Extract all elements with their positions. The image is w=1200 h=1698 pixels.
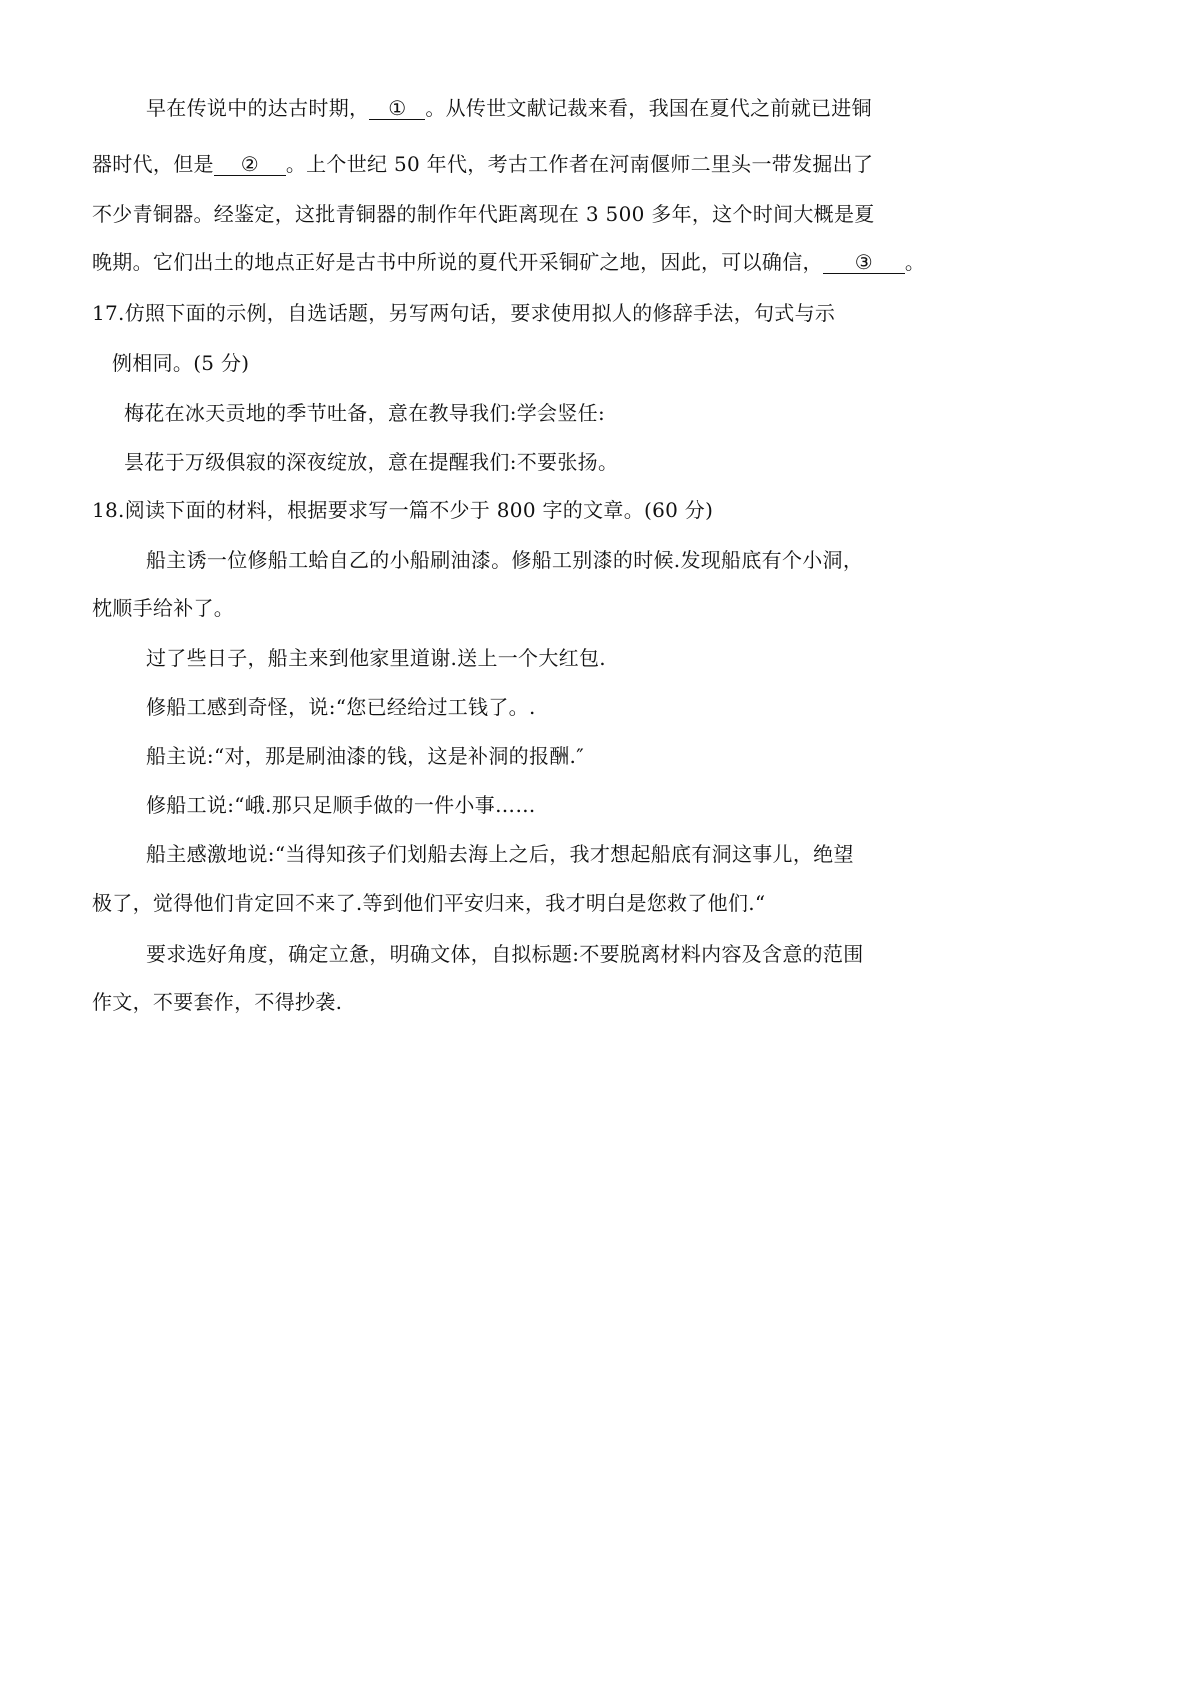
material-paragraph-4: 船主说:“对，那是刷油漆的钱，这是补洞的报酬.″ <box>146 744 584 768</box>
example-sentence-1: 梅花在冰天贡地的季节吐备，意在教导我们:学会竖任: <box>124 401 605 425</box>
passage-text: 。上个世纪 50 年代，考古工作者在河南偃师二里头一带发掘出了 <box>285 152 874 176</box>
question-17-prompt: 17.仿照下面的示例，自选话题，另写两句话，要求使用拟人的修辞手法，句式与示 <box>92 301 836 325</box>
material-paragraph-1-cont: 枕顺手给补了。 <box>92 596 235 620</box>
material-paragraph-6: 船主感激地说:“当得知孩子们划船去海上之后，我才想起船底有洞这事儿，绝望 <box>146 842 854 866</box>
passage-text: 器时代，但是 <box>92 152 214 176</box>
example-sentence-2: 昙花于万级俱寂的深夜绽放，意在提醒我们:不要张扬。 <box>124 450 619 474</box>
passage-text: 。 <box>904 250 926 274</box>
material-paragraph-6-cont: 极了，觉得他们肯定回不来了.等到他们平安归来，我才明白是您救了他们.“ <box>92 891 766 915</box>
passage-line-3: 不少青铜器。经鉴定，这批青铜器的制作年代距离现在 3 500 多年，这个时间大概是夏 <box>92 202 875 226</box>
passage-text: 。从传世文献记裁来看，我国在夏代之前就已进铜 <box>425 96 872 120</box>
question-18-prompt: 18.阅读下面的材料，根据要求写一篇不少于 800 字的文章。(60 分) <box>92 498 714 522</box>
blank-1: ① <box>369 97 425 120</box>
writing-requirements: 要求选好角度，确定立惫，明确文体，自拟标题:不要脱离材料内容及含意的范围 <box>146 942 864 966</box>
passage-line-4 <box>92 248 925 276</box>
material-paragraph-2: 过了些日子，船主来到他家里道谢.送上一个大红包. <box>146 646 606 670</box>
writing-requirements-cont: 作文，不要套作，不得抄袭. <box>92 990 343 1014</box>
passage-text: 晚期。它们出土的地点正好是古书中所说的夏代开采铜矿之地，因此，可以确信， <box>92 250 823 274</box>
question-17-prompt-cont: 例相同。(5 分) <box>112 351 250 375</box>
material-paragraph-1: 船主诱一位修船工蛤自乙的小船刷油漆。修船工别漆的时候.发现船底有个小洞， <box>146 548 864 572</box>
material-paragraph-5: 修船工说:“峨.那只足顺手做的一件小事…… <box>146 793 536 817</box>
passage-text: 早在传说中的达古时期， <box>146 96 370 120</box>
blank-3: ③ <box>823 251 905 274</box>
blank-2: ② <box>214 153 286 176</box>
passage-line-1 <box>146 94 872 122</box>
passage-line-2 <box>92 150 873 178</box>
material-paragraph-3: 修船工感到奇怪，说:“您已经给过工钱了。. <box>146 695 536 719</box>
